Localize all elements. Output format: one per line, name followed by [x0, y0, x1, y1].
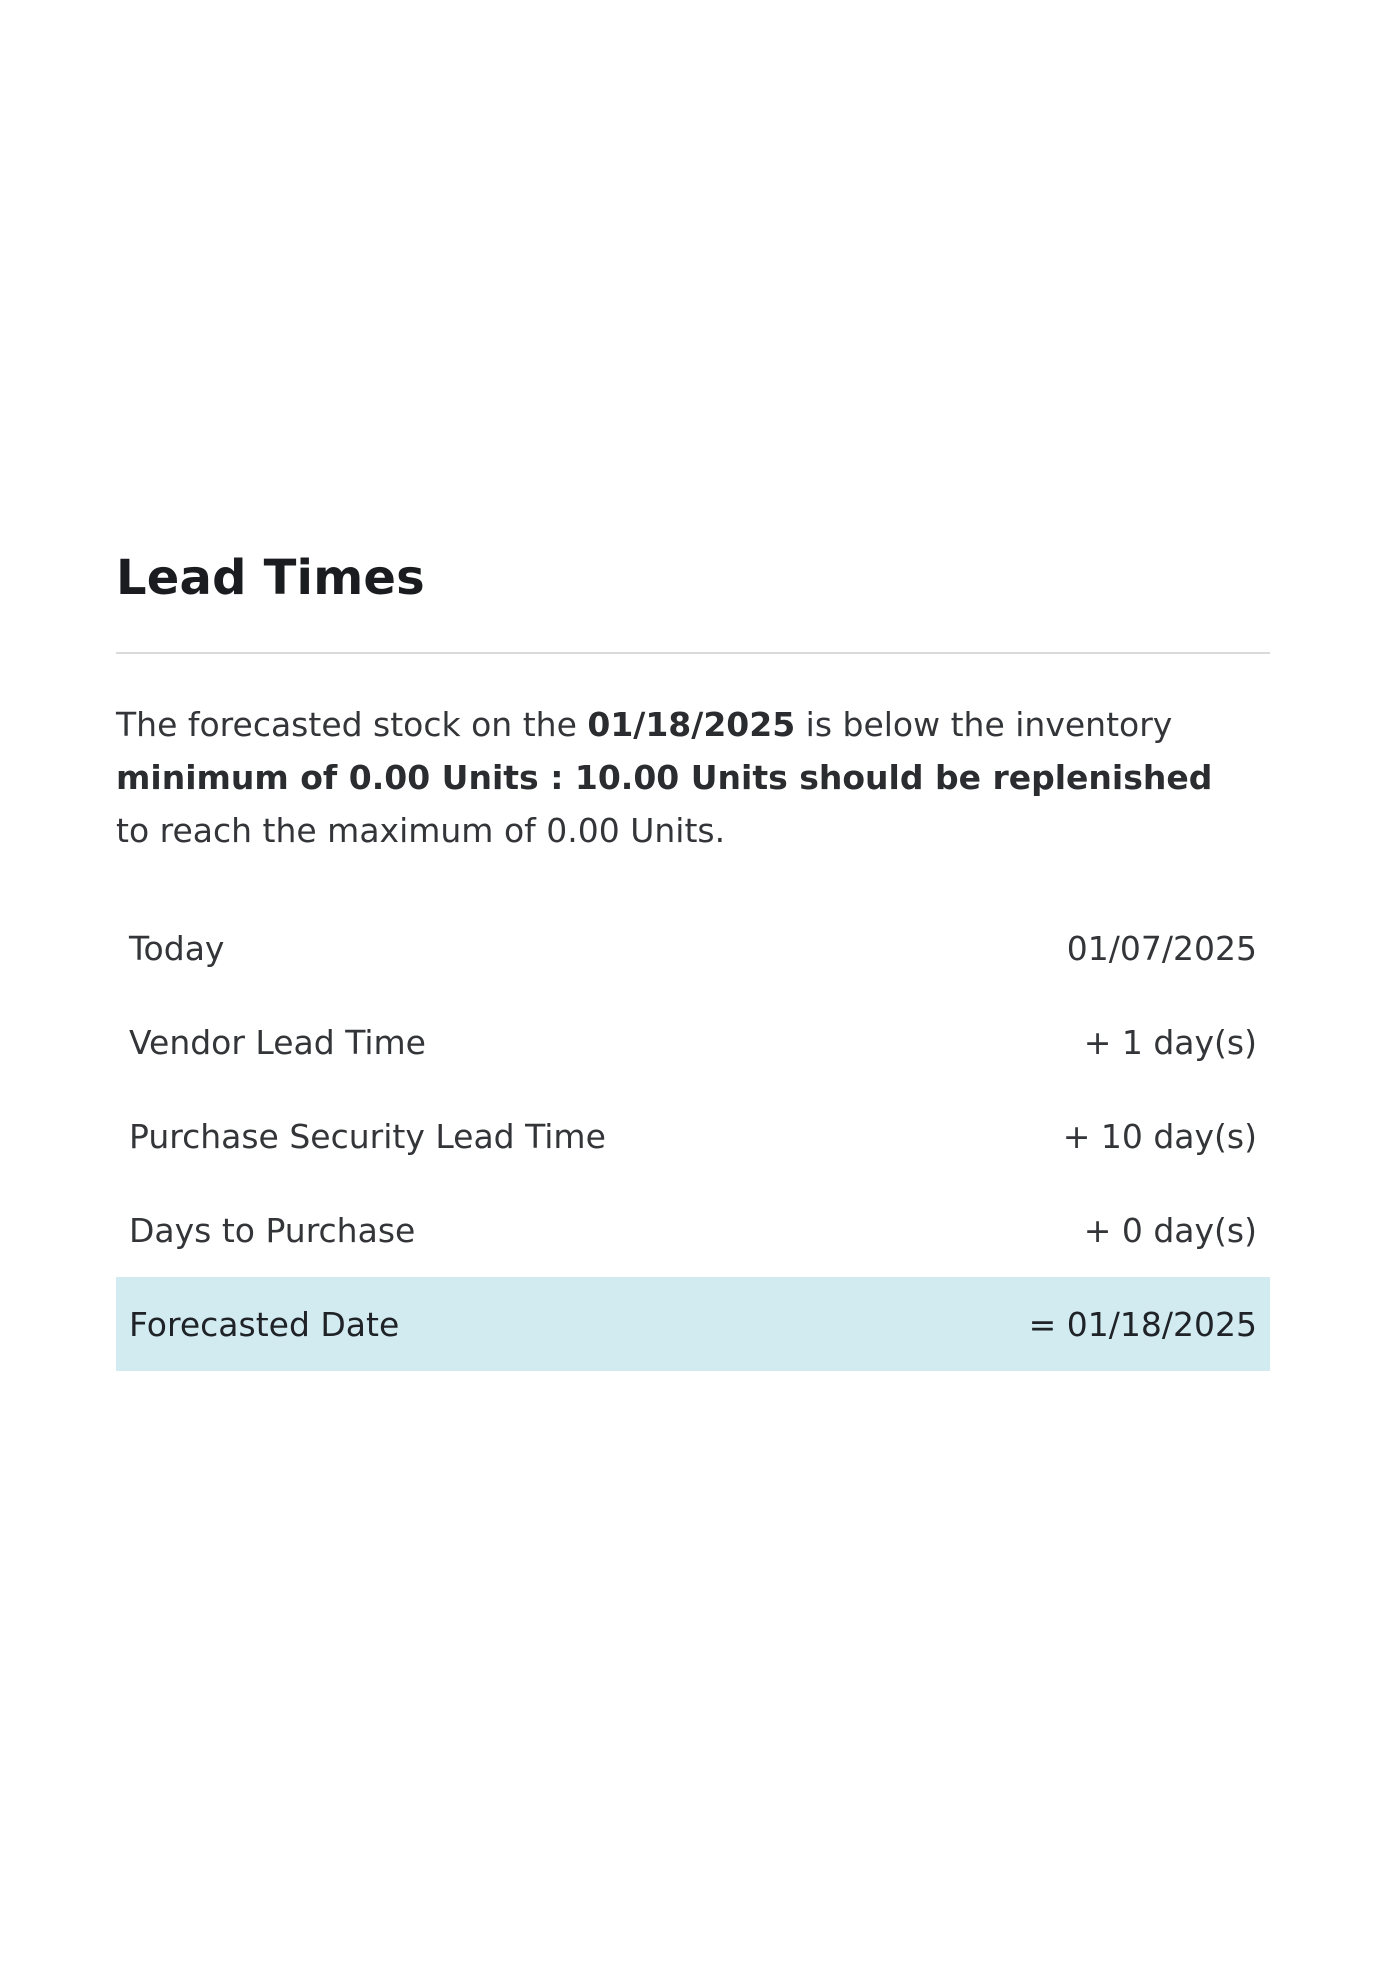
total-value: = 01/18/2025 — [1028, 1304, 1257, 1344]
row-label: Days to Purchase — [129, 1210, 416, 1250]
row-value: + 10 day(s) — [1062, 1116, 1257, 1156]
total-label: Forecasted Date — [129, 1304, 400, 1344]
row-forecasted-date — [116, 1277, 1270, 1371]
row-value: 01/07/2025 — [1066, 928, 1257, 968]
page-title: Lead Times — [116, 550, 425, 606]
divider — [116, 652, 1270, 654]
row-vendor-lead-time — [116, 995, 1270, 1089]
row-days-to-purchase — [116, 1183, 1270, 1277]
row-purchase-security-lead-time — [116, 1089, 1270, 1183]
replenish-text: minimum of 0.00 Units : 10.00 Units should be replenished — [116, 758, 1213, 797]
lead-times-panel — [116, 548, 1270, 1371]
forecast-date-text: 01/18/2025 — [587, 705, 796, 744]
lead-times-table — [116, 901, 1270, 1371]
row-value: + 1 day(s) — [1083, 1022, 1257, 1062]
row-label: Vendor Lead Time — [129, 1022, 426, 1062]
row-label: Today — [129, 928, 225, 968]
row-label: Purchase Security Lead Time — [129, 1116, 606, 1156]
description-text-1: The forecasted stock on the — [116, 705, 588, 744]
description-text-3: to reach the maximum of 0.00 Units. — [116, 811, 726, 850]
row-value: + 0 day(s) — [1083, 1210, 1257, 1250]
description-text-2: is below the inventory — [795, 705, 1173, 744]
row-today — [116, 901, 1270, 995]
forecast-description — [116, 698, 1236, 857]
